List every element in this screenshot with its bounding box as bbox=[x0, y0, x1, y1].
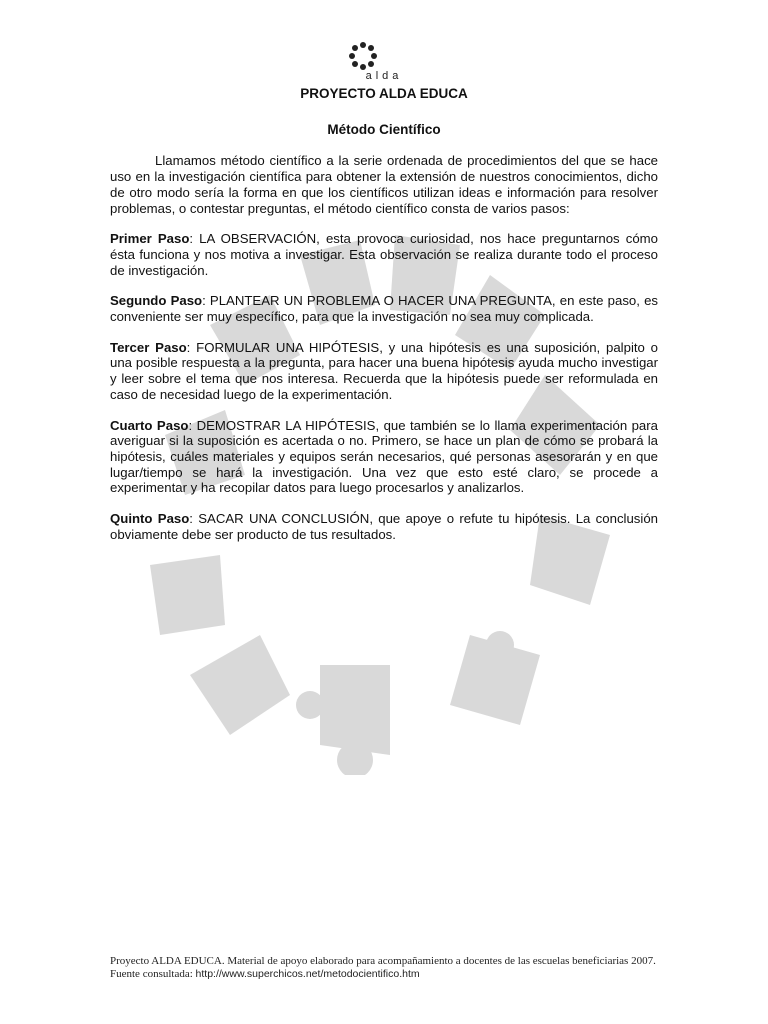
watermark-piece bbox=[150, 555, 225, 635]
step-paragraph bbox=[110, 293, 658, 324]
document-title: Método Científico bbox=[327, 121, 441, 137]
step-text: : FORMULAR UNA HIPÓTESIS, y una hipótesis es una suposición, palpito o una posible respuesta a la pregunta, para hacer una buena hipótesis ayuda mucho investigar y leer sobre el tema que nos interesa. Recuerda que la hipótesis puede ser reformulada en caso de necesidad luego de la experimentación. bbox=[110, 339, 659, 402]
watermark-knob bbox=[296, 691, 324, 719]
step-paragraph bbox=[110, 418, 658, 497]
step-paragraph bbox=[110, 340, 658, 403]
step-label: Tercer Paso bbox=[110, 339, 187, 355]
watermark-piece bbox=[190, 635, 290, 735]
step-label: Cuarto Paso bbox=[110, 417, 189, 433]
step-label: Quinto Paso bbox=[110, 511, 190, 527]
intro-paragraph: Llamamos método científico a la serie ordenada de procedimientos del que se hace uso en la investigación científica para obtener la extensión de nuestros conocimientos, dicho de otro modo sería la forma en que los científicos utilizan ideas e información para resolver problemas, o contestar preguntas, el método científico consta de varios pasos: bbox=[110, 153, 658, 216]
watermark-piece bbox=[320, 665, 390, 755]
step-paragraph bbox=[110, 231, 658, 278]
footer-text: Proyecto ALDA EDUCA. Material de apoyo elaborado para acompañamiento a docentes de las escuelas beneficiarias 2007. Fuente consultada: bbox=[110, 955, 656, 980]
logo-text: alda bbox=[365, 70, 403, 82]
step-paragraph bbox=[110, 511, 658, 542]
step-text: : PLANTEAR UN PROBLEMA O HACER UNA PREGUNTA, en este paso, es conveniente ser muy específico, para que la investigación no sea muy complicada. bbox=[110, 293, 659, 325]
step-label: Primer Paso bbox=[110, 231, 190, 247]
step-text: : SACAR UNA CONCLUSIÓN, que apoye o refute tu hipótesis. La conclusión obviamente debe ser producto de tus resultados. bbox=[110, 511, 658, 542]
project-title: PROYECTO ALDA EDUCA bbox=[300, 86, 468, 101]
footer-source-link[interactable]: http://www.superchicos.net/metodocientifico.htm bbox=[195, 968, 420, 980]
step-label: Segundo Paso bbox=[110, 293, 203, 309]
alda-logo-icon bbox=[348, 41, 378, 71]
footer-note bbox=[110, 955, 670, 981]
watermark-knob bbox=[486, 631, 514, 659]
step-text: : DEMOSTRAR LA HIPÓTESIS, que también se lo llama experimentación para averiguar si la suposición es acertada o no. Primero, se hace un plan de cómo se probará la hipótesis, cuáles materiales y equipos serán necesarios, qué personas asesorarán y en que lugar/tiempo se hará la investigación. Una vez que esto esté claro, se procede a experimentar y ha recopilar datos para luego procesarlos y analizarlos. bbox=[110, 417, 658, 496]
step-text: : LA OBSERVACIÓN, esta provoca curiosidad, nos hace preguntarnos cómo ésta funciona y nos motiva a investigar. Esta observación se realiza durante todo el proceso de investigación. bbox=[110, 231, 658, 278]
document-body bbox=[110, 86, 658, 557]
